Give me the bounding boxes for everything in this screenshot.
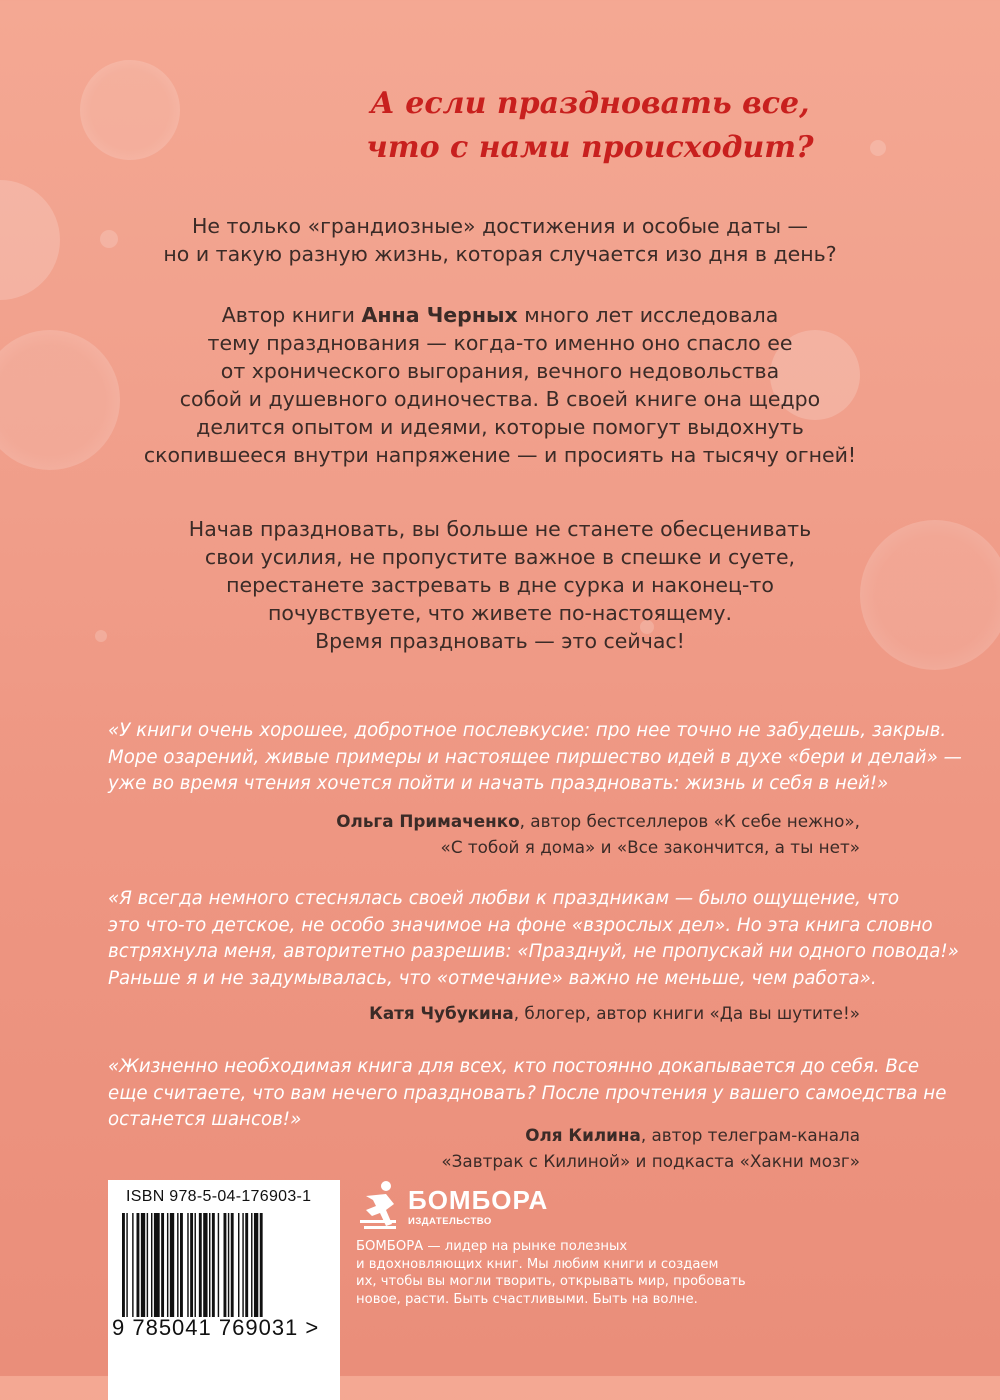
reviewer-role: , блогер, автор книги «Да вы шутите!» <box>513 1003 860 1023</box>
reviewer-name: Ольга Примаченко <box>336 811 520 831</box>
attribution-line: «С тобой я дома» и «Все закончится, а ты нет» <box>440 837 860 857</box>
barcode-icon <box>120 1213 328 1317</box>
runner-logo-icon <box>356 1180 404 1232</box>
quote-line: Раньше я и не задумывалась, что «отмечание» важно не меньше, чем работа». <box>108 967 877 989</box>
quote-line: еще считаете, что вам нечего праздновать? После прочтения у вашего самоедства не <box>108 1082 947 1104</box>
reviewer-name: Оля Килина <box>525 1125 641 1145</box>
quote-line: «Я всегда немного стеснялась своей любви к праздникам — было ощущение, что <box>108 888 900 909</box>
bokeh-circle <box>0 180 60 300</box>
bokeh-circle <box>0 330 120 470</box>
headline-line-2: что с нами происходит? <box>366 130 814 165</box>
attribution-line <box>369 1000 860 1026</box>
call-line: Начав праздновать, вы больше не станете обесценивать <box>188 517 812 541</box>
quote-line: Море озарений, живые примеры и настоящее пиршество идей в духе «бери и делай» — <box>108 746 962 768</box>
author-line: от хронического выгорания, вечного недовольства <box>220 359 780 383</box>
author-line-post: много лет исследовала <box>517 303 779 327</box>
blurb-line: и вдохновляющих книг. Мы любим книги и создаем <box>356 1256 719 1272</box>
publisher-blurb <box>356 1238 756 1308</box>
attribution-line: «Завтрак с Килиной» и подкаста «Хакни мозг» <box>441 1151 860 1171</box>
intro-line: но и такую разную жизнь, которая случается изо дня в день? <box>163 242 837 266</box>
author-line: собой и душевного одиночества. В своей книге она щедро <box>179 387 821 411</box>
quote-line: встряхнула меня, авторитетно разрешив: «Празднуй, не пропускай ни одного повода!» <box>108 941 959 962</box>
attribution-line <box>441 1122 860 1148</box>
author-name: Анна Черных <box>361 303 518 327</box>
headline-line-1: А если праздновать все, <box>370 86 810 121</box>
headline <box>0 82 1000 170</box>
author-line: скопившееся внутри напряжение — и просиять на тысячу огней! <box>143 443 857 467</box>
reviewer-name: Катя Чубукина <box>369 1003 514 1023</box>
barcode-digits: 9 785041 769031 > <box>112 1315 320 1340</box>
barcode-panel <box>108 1180 340 1400</box>
quote-line: уже во время чтения хочется пойти и начать праздновать: жизнь и себя в ней!» <box>108 773 889 794</box>
call-line: перестанете застревать в дне сурка и наконец-то <box>226 573 774 597</box>
quote-line: останется шансов!» <box>108 1109 302 1130</box>
author-line-pre: Автор книги <box>221 303 362 327</box>
call-line: почувствуете, что живете по-настоящему. <box>268 601 732 625</box>
review-quote <box>108 886 959 992</box>
author-line: делится опытом и идеями, которые помогут выдохнуть <box>196 415 804 439</box>
blurb-line: их, чтобы вы могли творить, открывать мир, пробовать <box>356 1274 746 1289</box>
intro-paragraph <box>130 212 870 268</box>
review-attribution <box>336 808 860 860</box>
blurb-line: БОМБОРА — лидер на рынке полезных <box>356 1239 628 1254</box>
bokeh-circle <box>95 630 107 642</box>
intro-line: Не только «грандиозные» достижения и особые даты — <box>191 214 809 238</box>
blurb-line: новое, расти. Быть счастливыми. Быть на волне. <box>356 1291 698 1307</box>
review-attribution <box>369 1000 860 1026</box>
attribution-line <box>336 808 860 834</box>
author-line: тему празднования — когда-то именно оно спасло ее <box>207 331 793 355</box>
call-line: Время праздновать — это сейчас! <box>315 629 685 653</box>
isbn-label: ISBN 978-5-04-176903-1 <box>126 1188 312 1205</box>
publisher-logo-sub: ИЗДАТЕЛЬСТВО <box>408 1216 492 1227</box>
call-line: свои усилия, не пропустите важное в спешке и суете, <box>204 545 796 569</box>
review-quote <box>108 718 962 798</box>
quote-line: это что-то детское, не особо значимое на фоне «взрослых дел». Но эта книга словно <box>108 914 933 936</box>
reviewer-role: , автор бестселлеров «К себе нежно», <box>519 811 860 831</box>
author-paragraph <box>130 301 870 469</box>
quote-line: «У книги очень хорошее, добротное послевкусие: про нее точно не забудешь, закрыв. <box>108 720 947 741</box>
review-attribution <box>441 1122 860 1174</box>
bokeh-circle <box>860 520 1000 670</box>
quote-line: «Жизненно необходимая книга для всех, кто постоянно докапывается до себя. Все <box>108 1056 920 1077</box>
author-line <box>130 301 870 329</box>
reviewer-role: , автор телеграм-канала <box>640 1125 860 1145</box>
call-paragraph <box>130 515 870 655</box>
bokeh-circle <box>100 230 118 248</box>
publisher-logo-name: БОМБОРА <box>408 1185 549 1215</box>
